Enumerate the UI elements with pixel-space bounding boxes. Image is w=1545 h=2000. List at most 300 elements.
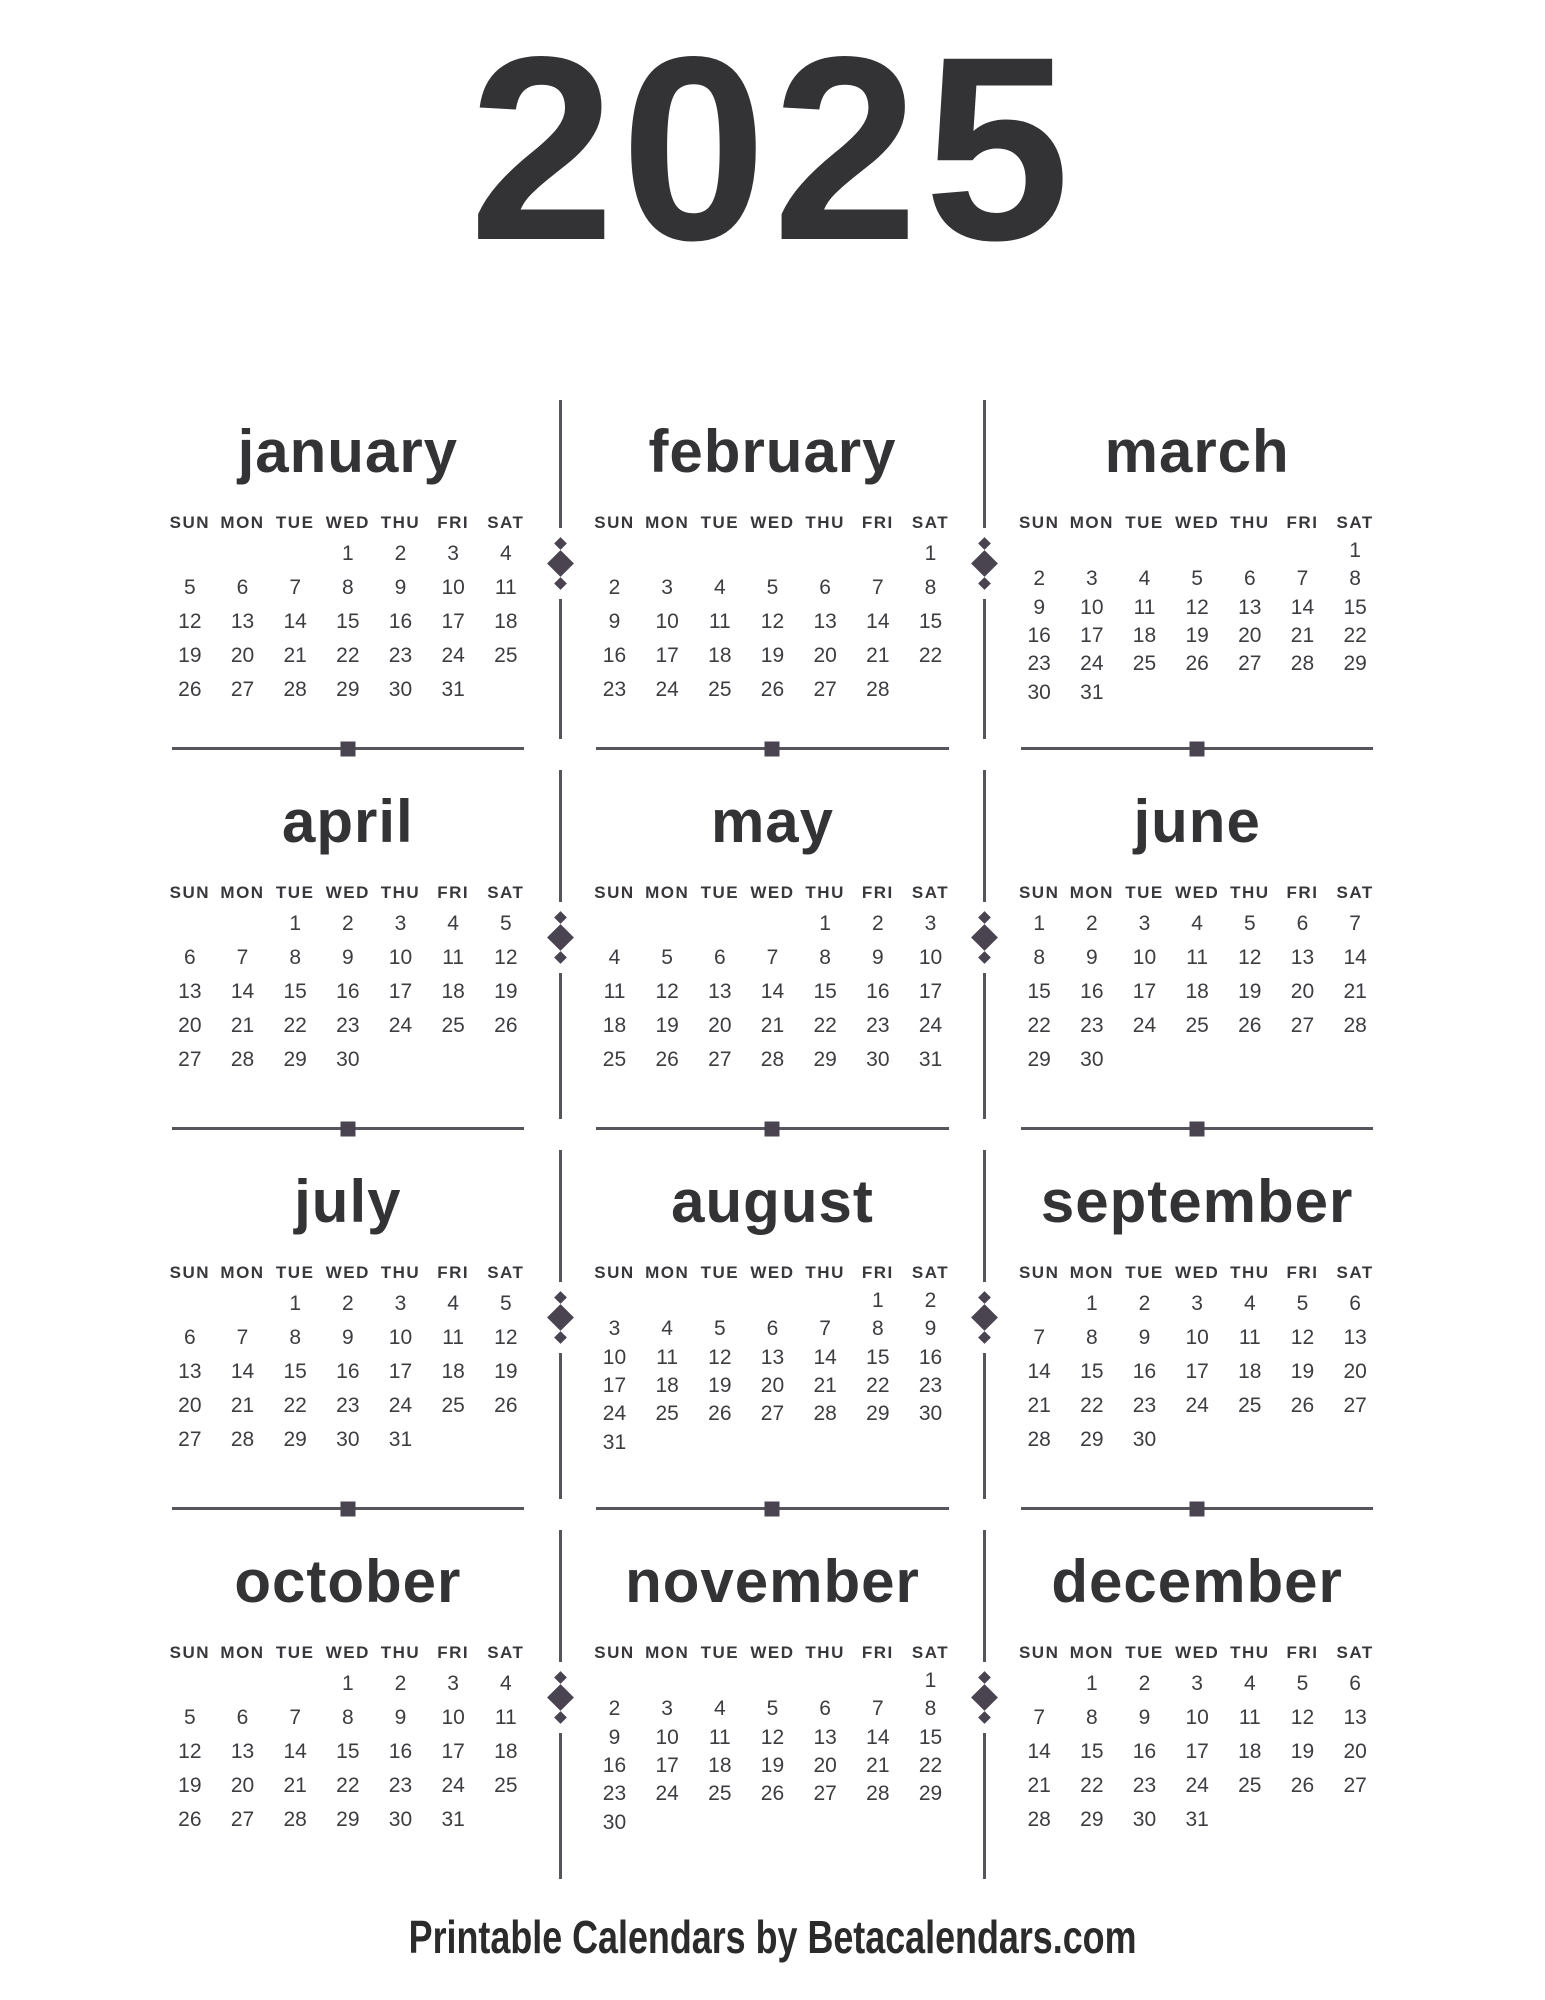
weekday-label: SAT: [487, 883, 525, 902]
date-cell: 20: [230, 1774, 255, 1797]
date-cell: 9: [341, 946, 354, 969]
date-cell: 11: [708, 610, 731, 633]
date-cell: 26: [655, 1048, 679, 1071]
date-cell: 14: [866, 610, 890, 633]
date-cell: 29: [283, 1428, 307, 1451]
weekday-label: FRI: [861, 883, 894, 902]
row-divider: [596, 747, 949, 750]
month-october: [138, 1510, 559, 1887]
date-cell: 2: [394, 1672, 407, 1695]
date-cell: 29: [283, 1048, 307, 1071]
date-grid: [588, 1667, 957, 1837]
date-cell: 22: [1080, 1394, 1104, 1417]
date-cell: 3: [1191, 1292, 1203, 1315]
weekday-row: [164, 883, 533, 903]
month-january: [138, 380, 559, 747]
weekday-label: WED: [1175, 883, 1220, 902]
date-cell: 13: [1343, 1706, 1367, 1729]
date-cell: 5: [499, 1292, 512, 1315]
date-cell: 16: [336, 980, 360, 1003]
weekday-label: TUE: [275, 513, 315, 532]
date-cell: 13: [1343, 1326, 1367, 1349]
date-cell: 4: [713, 576, 726, 599]
date-cell: 4: [499, 1672, 512, 1695]
date-cell: 2: [608, 576, 621, 599]
date-cell: 26: [760, 678, 785, 701]
date-cell: 3: [1138, 912, 1151, 935]
date-cell: 19: [655, 1014, 679, 1037]
weekday-label: FRI: [437, 1263, 470, 1282]
date-cell: 7: [871, 576, 884, 599]
date-cell: 26: [1290, 1774, 1315, 1797]
date-cell: 16: [918, 1345, 943, 1369]
date-cell: 9: [394, 1706, 407, 1729]
date-cell: 28: [230, 1428, 255, 1451]
date-cell: 18: [441, 980, 465, 1003]
month-november: [562, 1510, 983, 1887]
date-cell: 27: [230, 678, 255, 701]
date-cell: 19: [708, 1374, 732, 1398]
date-cell: 12: [178, 610, 202, 633]
date-grid: [1013, 907, 1382, 1077]
date-grid: [164, 537, 533, 707]
date-cell: 18: [1132, 624, 1157, 648]
date-cell: 4: [1243, 1672, 1256, 1695]
date-cell: 15: [918, 610, 943, 633]
date-cell: 15: [283, 1360, 307, 1383]
date-cell: 13: [230, 610, 255, 633]
weekday-label: WED: [325, 1643, 370, 1662]
date-cell: 11: [1238, 1326, 1261, 1349]
month-title: december: [1051, 1548, 1343, 1615]
date-cell: 13: [813, 610, 837, 633]
date-cell: 28: [813, 1402, 837, 1426]
date-cell: 2: [394, 542, 407, 565]
date-cell: 24: [602, 1402, 627, 1426]
date-grid: [164, 1667, 533, 1837]
weekday-label: FRI: [861, 1263, 894, 1282]
date-cell: 3: [447, 1672, 459, 1695]
weekday-row: [588, 1263, 957, 1283]
date-cell: 24: [1185, 1774, 1209, 1797]
weekday-label: TUE: [275, 1263, 315, 1282]
date-cell: 21: [1290, 624, 1315, 648]
date-cell: 7: [1033, 1326, 1045, 1349]
weekday-label: SAT: [911, 883, 950, 902]
weekday-label: TUE: [275, 1643, 315, 1662]
date-cell: 6: [1349, 1292, 1361, 1315]
date-cell: 25: [1185, 1014, 1209, 1037]
weekday-label: MON: [1069, 883, 1114, 902]
date-cell: 1: [924, 542, 937, 565]
date-cell: 30: [866, 1048, 890, 1071]
date-cell: 11: [442, 946, 465, 969]
date-cell: 20: [708, 1014, 732, 1037]
date-cell: 15: [283, 980, 307, 1003]
weekday-label: SUN: [594, 513, 635, 532]
date-cell: 31: [388, 1428, 413, 1451]
date-cell: 1: [1085, 1672, 1098, 1695]
row-divider: [1021, 1127, 1374, 1130]
date-cell: 14: [283, 610, 307, 633]
footer: [0, 1911, 1545, 1964]
date-cell: 19: [1238, 980, 1262, 1003]
date-cell: 3: [447, 542, 459, 565]
weekday-label: SUN: [169, 1263, 211, 1282]
date-cell: 7: [766, 946, 779, 969]
weekday-label: THU: [805, 883, 845, 902]
date-cell: 20: [1343, 1740, 1367, 1763]
date-cell: 31: [441, 678, 465, 701]
weekday-row: [164, 1263, 533, 1283]
weekday-label: SUN: [594, 1643, 635, 1662]
date-cell: 22: [336, 644, 360, 667]
date-cell: 23: [1132, 1774, 1157, 1797]
date-cell: 2: [924, 1289, 937, 1313]
square-icon: [1190, 1121, 1205, 1136]
weekday-label: SUN: [594, 1263, 635, 1282]
month-title: may: [710, 788, 835, 855]
date-cell: 27: [178, 1428, 202, 1451]
date-cell: 31: [602, 1430, 627, 1454]
weekday-label: SUN: [169, 513, 211, 532]
date-cell: 22: [283, 1394, 307, 1417]
date-cell: 12: [760, 1725, 785, 1749]
date-cell: 24: [918, 1014, 943, 1037]
date-cell: 6: [819, 576, 831, 599]
weekday-label: SAT: [1336, 883, 1374, 902]
date-cell: 23: [602, 678, 627, 701]
date-cell: 11: [1133, 595, 1156, 619]
weekday-label: MON: [220, 1643, 265, 1662]
row-divider: [596, 1127, 949, 1130]
weekday-label: MON: [645, 1263, 690, 1282]
weekday-label: TUE: [700, 513, 740, 532]
date-cell: 9: [608, 1725, 621, 1749]
date-cell: 21: [230, 1394, 255, 1417]
date-cell: 4: [713, 1697, 726, 1721]
date-cell: 9: [1138, 1706, 1151, 1729]
date-cell: 1: [1085, 1292, 1098, 1315]
row-divider: [1021, 747, 1374, 750]
date-cell: 6: [236, 576, 249, 599]
date-cell: 2: [871, 912, 884, 935]
date-cell: 16: [602, 644, 627, 667]
weekday-label: THU: [1230, 1263, 1270, 1282]
date-cell: 12: [1290, 1706, 1315, 1729]
date-cell: 14: [283, 1740, 307, 1763]
weekday-label: WED: [750, 883, 795, 902]
date-cell: 9: [1085, 946, 1098, 969]
date-cell: 11: [1238, 1706, 1261, 1729]
weekday-label: WED: [750, 1643, 795, 1662]
date-cell: 21: [813, 1374, 837, 1398]
date-cell: 5: [499, 912, 512, 935]
weekday-row: [1013, 513, 1382, 533]
weekday-row: [588, 883, 957, 903]
date-cell: 4: [1243, 1292, 1256, 1315]
date-cell: 18: [494, 1740, 518, 1763]
date-cell: 9: [871, 946, 884, 969]
date-cell: 19: [178, 644, 202, 667]
date-cell: 20: [230, 644, 255, 667]
date-cell: 23: [336, 1014, 360, 1037]
date-cell: 19: [760, 644, 785, 667]
date-cell: 25: [602, 1048, 627, 1071]
date-cell: 19: [1290, 1360, 1315, 1383]
weekday-label: THU: [380, 1643, 421, 1662]
date-cell: 17: [655, 644, 679, 667]
weekday-label: SAT: [487, 1643, 525, 1662]
month-july: [138, 1130, 559, 1507]
month-august: [562, 1130, 983, 1507]
weekday-label: SAT: [911, 1643, 950, 1662]
date-cell: 21: [866, 1754, 890, 1778]
date-cell: 4: [1138, 567, 1151, 591]
date-cell: 21: [1343, 980, 1367, 1003]
date-cell: 15: [1027, 980, 1051, 1003]
month-february: [562, 380, 983, 747]
date-cell: 21: [866, 644, 890, 667]
date-cell: 14: [813, 1345, 837, 1369]
month-title: july: [294, 1168, 402, 1235]
date-cell: 4: [447, 912, 459, 935]
date-cell: 24: [655, 1782, 679, 1806]
weekday-label: TUE: [700, 1263, 740, 1282]
square-icon: [1190, 1501, 1205, 1516]
date-cell: 30: [1132, 1428, 1157, 1451]
date-cell: 5: [713, 1317, 726, 1341]
weekday-label: SAT: [911, 1263, 950, 1282]
month-september: [987, 1130, 1408, 1507]
date-cell: 29: [1080, 1808, 1104, 1831]
date-cell: 12: [655, 980, 679, 1003]
date-cell: 20: [178, 1014, 202, 1037]
weekday-row: [164, 513, 533, 533]
weekday-label: SUN: [169, 1643, 211, 1662]
date-cell: 28: [1343, 1014, 1367, 1037]
date-cell: 1: [1349, 539, 1361, 563]
date-cell: 23: [388, 644, 413, 667]
date-cell: 12: [178, 1740, 202, 1763]
date-cell: 9: [1138, 1326, 1151, 1349]
date-cell: 2: [608, 1697, 621, 1721]
date-cell: 23: [388, 1774, 413, 1797]
date-cell: 21: [1027, 1774, 1051, 1797]
date-cell: 10: [1185, 1326, 1209, 1349]
date-cell: 5: [183, 576, 196, 599]
weekday-label: FRI: [437, 883, 470, 902]
date-cell: 24: [388, 1014, 413, 1037]
date-cell: 27: [1238, 652, 1262, 676]
date-cell: 9: [394, 576, 407, 599]
date-cell: 28: [230, 1048, 255, 1071]
date-cell: 17: [441, 1740, 465, 1763]
date-cell: 17: [1132, 980, 1157, 1003]
weekday-label: SUN: [169, 883, 211, 902]
weekday-label: MON: [1069, 1643, 1114, 1662]
date-cell: 30: [1080, 1048, 1104, 1071]
date-cell: 29: [336, 678, 360, 701]
weekday-row: [1013, 1643, 1382, 1663]
date-cell: 17: [1185, 1360, 1209, 1383]
date-cell: 23: [866, 1014, 890, 1037]
square-icon: [340, 1501, 355, 1516]
row-divider: [1021, 1507, 1374, 1510]
date-cell: 18: [1238, 1360, 1262, 1383]
date-grid: [164, 1287, 533, 1457]
date-cell: 8: [289, 1326, 301, 1349]
date-cell: 1: [289, 1292, 301, 1315]
date-cell: 16: [336, 1360, 360, 1383]
date-grid: [164, 907, 533, 1077]
date-cell: 1: [819, 912, 831, 935]
date-cell: 21: [760, 1014, 785, 1037]
row-divider: [172, 1507, 525, 1510]
date-cell: 30: [602, 1810, 627, 1834]
date-cell: 8: [819, 946, 831, 969]
date-cell: 22: [1343, 624, 1367, 648]
month-march: [987, 380, 1408, 747]
date-cell: 6: [236, 1706, 249, 1729]
date-grid: [1013, 1667, 1382, 1837]
weekday-label: MON: [645, 1643, 690, 1662]
date-cell: 28: [1290, 652, 1315, 676]
date-cell: 25: [708, 1782, 732, 1806]
date-cell: 3: [394, 1292, 407, 1315]
month-title: january: [237, 418, 459, 485]
date-cell: 5: [661, 946, 673, 969]
date-cell: 6: [183, 1326, 196, 1349]
date-cell: 6: [183, 946, 196, 969]
date-cell: 2: [341, 912, 354, 935]
month-june: [987, 750, 1408, 1127]
date-cell: 25: [1132, 652, 1157, 676]
row-divider: [172, 747, 525, 750]
date-cell: 27: [1343, 1394, 1367, 1417]
date-cell: 30: [918, 1402, 943, 1426]
date-cell: 10: [1185, 1706, 1209, 1729]
date-cell: 23: [336, 1394, 360, 1417]
date-cell: 16: [388, 610, 413, 633]
month-december: [987, 1510, 1408, 1887]
date-cell: 3: [661, 1697, 673, 1721]
date-cell: 16: [388, 1740, 413, 1763]
date-cell: 6: [1349, 1672, 1361, 1695]
date-cell: 28: [760, 1048, 785, 1071]
date-cell: 28: [1027, 1808, 1051, 1831]
date-cell: 14: [230, 1360, 255, 1383]
date-cell: 20: [813, 1754, 837, 1778]
date-cell: 25: [655, 1402, 679, 1426]
date-grid: [1013, 537, 1382, 707]
date-cell: 8: [1033, 946, 1045, 969]
weekday-label: FRI: [1286, 1643, 1319, 1662]
date-cell: 19: [494, 1360, 518, 1383]
date-grid: [1013, 1287, 1382, 1457]
date-cell: 10: [655, 1725, 679, 1749]
date-cell: 11: [603, 980, 626, 1003]
date-cell: 13: [178, 1360, 202, 1383]
date-cell: 27: [760, 1402, 785, 1426]
date-cell: 30: [1027, 680, 1051, 704]
weekday-label: THU: [1230, 1643, 1270, 1662]
date-cell: 25: [708, 678, 732, 701]
date-cell: 10: [602, 1345, 627, 1369]
weekday-row: [588, 1643, 957, 1663]
date-cell: 3: [1191, 1672, 1203, 1695]
date-cell: 30: [336, 1048, 360, 1071]
date-cell: 24: [441, 644, 465, 667]
date-cell: 7: [1033, 1706, 1045, 1729]
date-cell: 7: [1296, 567, 1309, 591]
square-icon: [765, 1121, 780, 1136]
date-cell: 1: [341, 1672, 354, 1695]
date-cell: 5: [766, 576, 779, 599]
date-cell: 17: [602, 1374, 627, 1398]
weekday-label: MON: [220, 883, 265, 902]
date-cell: 7: [819, 1317, 831, 1341]
date-cell: 11: [708, 1725, 731, 1749]
date-cell: 18: [441, 1360, 465, 1383]
date-cell: 26: [1185, 652, 1209, 676]
date-cell: 5: [766, 1697, 779, 1721]
date-cell: 13: [178, 980, 202, 1003]
date-cell: 2: [1085, 912, 1098, 935]
date-cell: 2: [1138, 1672, 1151, 1695]
date-cell: 24: [388, 1394, 413, 1417]
date-cell: 25: [494, 644, 518, 667]
date-cell: 1: [924, 1669, 937, 1693]
date-cell: 17: [1185, 1740, 1209, 1763]
weekday-row: [588, 513, 957, 533]
date-cell: 16: [866, 980, 890, 1003]
date-cell: 20: [178, 1394, 202, 1417]
weekday-label: MON: [220, 513, 265, 532]
date-cell: 6: [766, 1317, 779, 1341]
date-cell: 15: [813, 980, 837, 1003]
date-cell: 27: [178, 1048, 202, 1071]
weekday-label: FRI: [1286, 513, 1319, 532]
date-cell: 5: [1296, 1672, 1309, 1695]
date-cell: 22: [813, 1014, 837, 1037]
date-cell: 12: [1238, 946, 1262, 969]
date-cell: 29: [1080, 1428, 1104, 1451]
date-cell: 22: [918, 644, 943, 667]
date-cell: 23: [1080, 1014, 1104, 1037]
date-cell: 2: [1033, 567, 1045, 591]
weekday-label: SUN: [1018, 513, 1060, 532]
date-cell: 22: [866, 1374, 890, 1398]
date-cell: 8: [1085, 1706, 1098, 1729]
weekday-label: WED: [325, 1263, 370, 1282]
date-cell: 17: [441, 610, 465, 633]
weekday-label: THU: [1230, 883, 1270, 902]
date-cell: 21: [1027, 1394, 1051, 1417]
date-cell: 31: [1185, 1808, 1209, 1831]
date-cell: 1: [289, 912, 301, 935]
date-cell: 3: [608, 1317, 621, 1341]
weekday-label: WED: [1175, 513, 1220, 532]
date-cell: 17: [388, 1360, 413, 1383]
date-cell: 14: [866, 1725, 890, 1749]
weekday-label: FRI: [1286, 883, 1319, 902]
month-april: [138, 750, 559, 1127]
weekday-label: FRI: [437, 513, 470, 532]
date-cell: 11: [442, 1326, 465, 1349]
date-cell: 14: [1290, 595, 1315, 619]
date-cell: 5: [1243, 912, 1256, 935]
